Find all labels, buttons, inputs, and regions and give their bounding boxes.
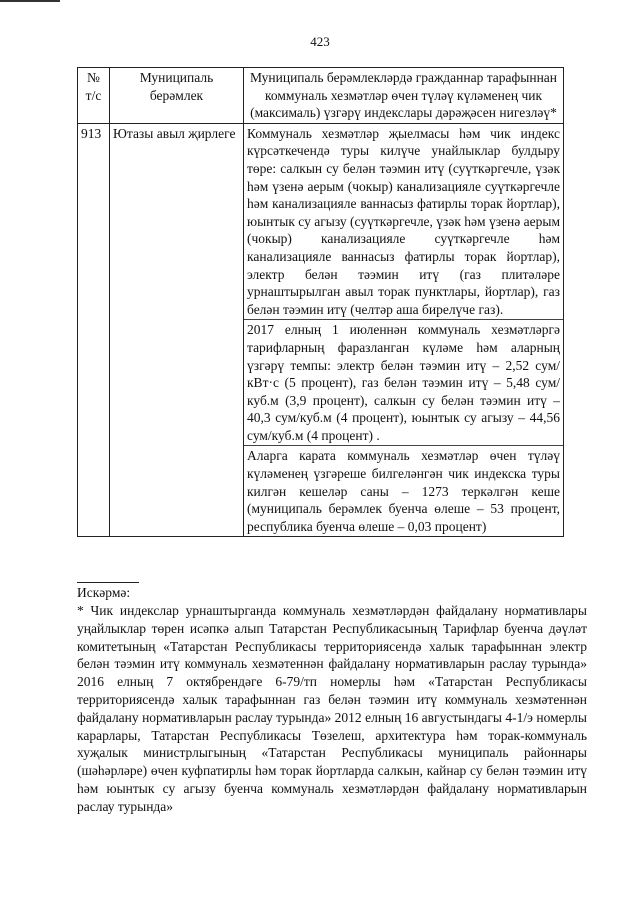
row-index-description [244, 123, 564, 537]
header-municipality: Муниципаль берәмлек [110, 68, 244, 124]
tariff-forecast-paragraph: 2017 елның 1 июленнән коммуналь хезмәтләргә тарифларның фаразланган күләме һәм аларның үзгәрү темпы: электр белән тәэмин итү – 2,52 сум/кВт·с (5 процент), газ белән тәэмин итү – 5,48 сум/куб.м (3,9 процент), салкын су белән тәэмин итү – 40,3 сум/куб.м (4 процент), юынтык су агызу – 44,56 сум/куб.м (4 процент) . [244, 319, 563, 445]
table-row [78, 123, 564, 537]
header-index-justification: Муниципаль берәмлекләрдә гражданнар тарафыннан коммуналь хезмәтләр өчен түләү күләменең чик (максималь) үзгәрү индекслары дәрәҗәсен нигезләү* [244, 68, 564, 124]
footnote-divider [77, 582, 139, 583]
page-number: 423 [310, 34, 330, 49]
table-header-row [78, 68, 564, 124]
row-municipality: Ютазы авыл җирлеге [110, 123, 244, 537]
header-number: № т/с [78, 68, 110, 124]
row-number: 913 [78, 123, 110, 537]
footnote-text: * Чик индекслар урнаштырганда коммуналь хезмәтләрдән файдалану нормативлары уңайлыклар төрен исәпкә алып Татарстан Республикасының Тарифлар буенча дәүләт комитетының «Татарстан Республикасы территориясендә халык тарафыннан электр белән тәэмин итү коммуналь хезмәтеннән файдалану нормативларын раслау турында» 2016 елның 7 октябрендәге 6-79/тп номерлы һәм «Татарстан Республикасы территориясендә халык тарафыннан газ белән тәэмин итү коммуналь хезмәтеннән файдалану нормативларын раслау турында» 2012 елның 16 августындагы 4-1/э номерлы карарлары, Татарстан Республикасы Төзелеш, архитектура һәм торак-коммуналь хуҗалык министрлыгының «Татарстан Республикасы муниципаль районнары (шәһәрләре) өчен куфпатирлы һәм торак йортларда салкын, кайнар су белән тәэмин итү һәм юынтык су агызу буенча коммуналь хезмәтләрдән файдалану нормативларын раслау турында» [77, 603, 587, 814]
footnote-title: Искәрмә: [77, 585, 131, 600]
affected-population-paragraph: Аларга карата коммуналь хезмәтләр өчен түләү күләменең үзгәреше билгеләнгән чик индекска туры килгән кешеләр саны – 1273 теркәлгән кеше (муниципаль берәмлек буенча өлеше – 53 процент, республика буенча өлеше – 0,03 процент) [244, 445, 563, 536]
municipality-index-table [77, 67, 564, 537]
scan-edge-mark [0, 0, 60, 2]
utility-types-paragraph: Коммуналь хезмәтләр җыелмасы һәм чик индекс күрсәткечендә туры килүче унайлыклар булдыру төре: салкын су белән тәэмин итү (суүткәргечле, үзәк һәм үзенә аерым (чокыр) канализацияле суүткәргечле һәм канализацияле ваннасыз фатирлы торак йортлар), юынтык су агызу (суүткәргечле, үзәк һәм үзенә аерым (чокыр) канализацияле суүткәргечле һәм канализацияле ваннасыз фатирлы торак йортлар), электр белән тәэмин итү (газ плитәләре урнаштырылган авыл торак пунктлары, йортлар), газ белән тәэмин итү (челтәр аша бирелүче газ). [247, 125, 560, 317]
